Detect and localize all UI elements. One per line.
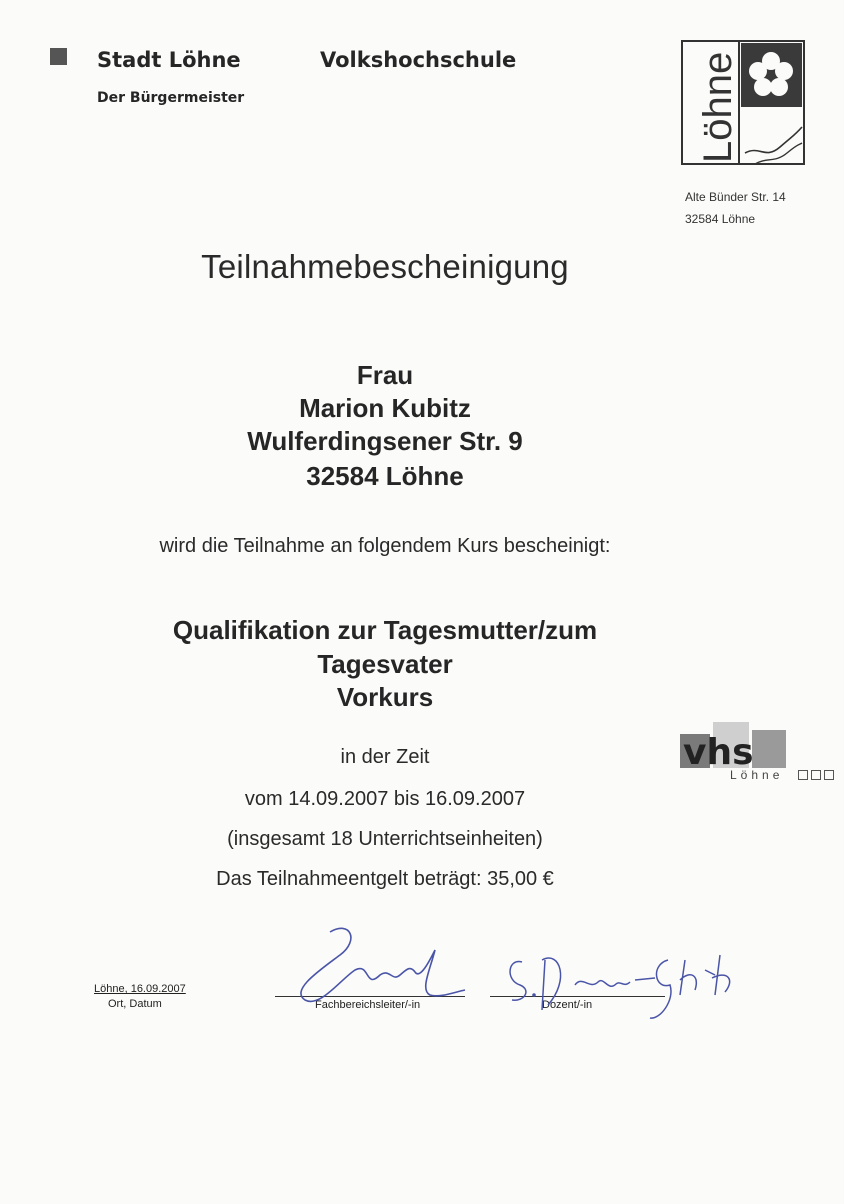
vhs-logo xyxy=(680,720,790,772)
recipient-city: 32584 Löhne xyxy=(306,461,464,491)
place-date-label: Ort, Datum xyxy=(108,998,162,1010)
vhs-dot-icon xyxy=(811,770,821,780)
address-city: 32584 Löhne xyxy=(685,212,756,226)
vhs-dot-icon xyxy=(824,770,834,780)
office-name: Der Bürgermeister xyxy=(97,90,245,106)
department-name: Volkshochschule xyxy=(320,48,517,72)
header-square-mark xyxy=(50,48,67,65)
intro-text: wird die Teilnahme an folgendem Kurs bescheinigt: xyxy=(159,535,611,557)
course-units: (insgesamt 18 Unterrichtseinheiten) xyxy=(227,828,543,850)
recipient-street: Wulferdingsener Str. 9 xyxy=(247,426,523,456)
head-signature-label: Fachbereichsleiter/-in xyxy=(315,999,421,1011)
lecturer-signature-label: Dozent/-in xyxy=(542,999,593,1011)
vhs-dots xyxy=(798,770,834,780)
course-fee: Das Teilnahmeentgelt beträgt: 35,00 € xyxy=(216,868,554,890)
lecturer-handwritten-signature xyxy=(500,940,760,1025)
address-street: Alte Bünder Str. 14 xyxy=(685,190,786,204)
course-line-2: Tagesvater xyxy=(317,649,453,679)
recipient-name: Marion Kubitz xyxy=(299,393,471,423)
head-handwritten-signature xyxy=(280,920,480,1010)
vhs-letters: vhs xyxy=(683,732,754,772)
course-line-1: Qualifikation zur Tagesmutter/zum xyxy=(172,615,598,645)
course-line-3: Vorkurs xyxy=(336,682,434,712)
period-label: in der Zeit xyxy=(340,746,430,768)
loehne-city-logo xyxy=(675,35,810,170)
logo-wordmark: Löhne xyxy=(696,51,740,163)
city-name: Stadt Löhne xyxy=(97,48,241,72)
place-date: Löhne, 16.09.2007 xyxy=(94,983,186,995)
course-period: vom 14.09.2007 bis 16.09.2007 xyxy=(244,788,526,810)
recipient-salutation: Frau xyxy=(356,360,414,390)
document-title: Teilnahmebescheinigung xyxy=(201,248,569,285)
vhs-dot-icon xyxy=(798,770,808,780)
vhs-city: Löhne xyxy=(730,768,784,782)
